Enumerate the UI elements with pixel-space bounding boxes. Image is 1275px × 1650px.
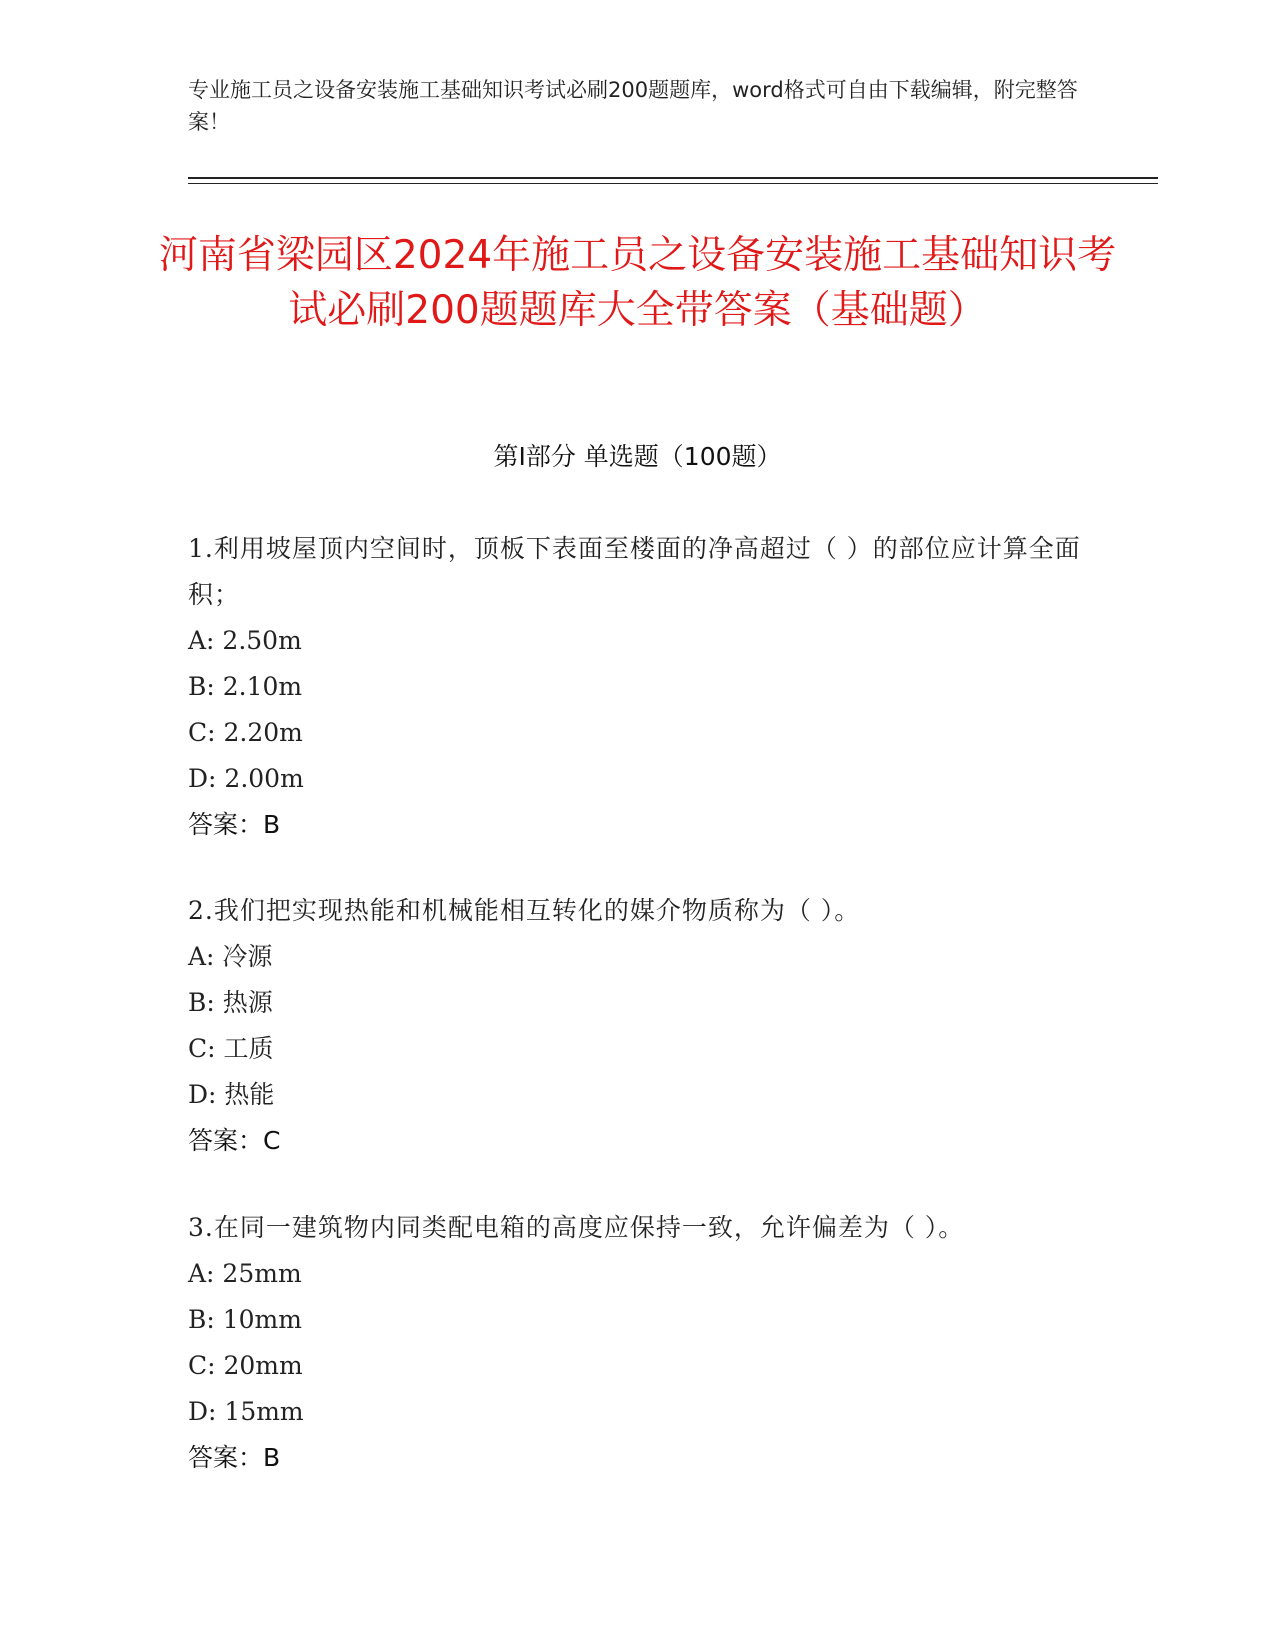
option-b: B: 热源	[188, 988, 273, 1017]
option-a: A: 冷源	[188, 942, 273, 971]
question-stem: 1.利用坡屋顶内空间时，顶板下表面至楼面的净高超过（ ）的部位应计算全面积；	[188, 534, 1081, 609]
answer: 答案：B	[188, 1443, 281, 1472]
header-divider-thick	[188, 177, 1158, 179]
question-2	[188, 888, 1088, 1164]
header-divider-thin	[188, 183, 1158, 184]
option-d: D: 2.00m	[188, 764, 304, 793]
option-a: A: 25mm	[188, 1259, 302, 1288]
document-title: 河南省梁园区2024年施工员之设备安装施工基础知识考试必刷200题题库大全带答案（基础题）	[158, 233, 1117, 333]
option-b: B: 10mm	[188, 1305, 302, 1334]
answer: 答案：C	[188, 1126, 281, 1155]
question-3	[188, 1205, 1088, 1481]
option-d: D: 15mm	[188, 1397, 304, 1426]
option-c: C: 20mm	[188, 1351, 303, 1380]
option-a: A: 2.50m	[188, 626, 302, 655]
answer: 答案：B	[188, 810, 281, 839]
section-heading: 第I部分 单选题（100题）	[493, 442, 782, 471]
option-c: C: 工质	[188, 1034, 274, 1063]
option-c: C: 2.20m	[188, 718, 303, 747]
header-note: 专业施工员之设备安装施工基础知识考试必刷200题题库，word格式可自由下载编辑，附完整答案！	[188, 78, 1078, 134]
question-1	[188, 526, 1088, 848]
option-d: D: 热能	[188, 1080, 275, 1109]
question-stem: 2.我们把实现热能和机械能相互转化的媒介物质称为（ ）。	[188, 896, 861, 925]
question-stem: 3.在同一建筑物内同类配电箱的高度应保持一致，允许偏差为（ ）。	[188, 1213, 965, 1242]
option-b: B: 2.10m	[188, 672, 303, 701]
